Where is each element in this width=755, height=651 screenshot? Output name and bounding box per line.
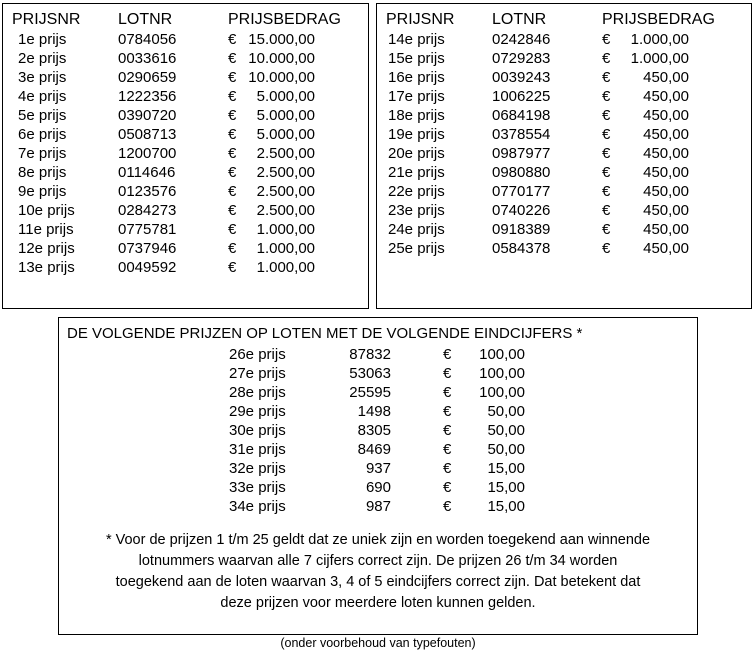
prize-number: 20e prijs	[388, 145, 445, 162]
end-digit-prizes-box	[58, 317, 698, 635]
euro-sign: €	[228, 240, 237, 257]
end-digits: 690	[365, 479, 391, 496]
prize-amount	[602, 30, 689, 49]
euro-sign: €	[443, 479, 452, 496]
prize-amount	[602, 144, 689, 163]
amount-value: 2.500,00	[256, 164, 315, 181]
header-amount: PRIJSBEDRAG	[228, 11, 341, 28]
prize-number: 11e prijs	[18, 221, 74, 238]
amount-value: 450,00	[643, 145, 689, 162]
lot-number: 0775781	[118, 221, 177, 238]
prize-amount	[443, 478, 525, 497]
prize-number: 29e prijs	[229, 403, 286, 420]
prize-number: 1e prijs	[18, 31, 67, 48]
prize-amount	[602, 220, 689, 239]
prize-amount	[228, 239, 315, 258]
euro-sign: €	[602, 50, 611, 67]
amount-value: 450,00	[643, 202, 689, 219]
prize-amount	[602, 125, 689, 144]
lot-number: 0123576	[118, 183, 177, 200]
amount-value: 5.000,00	[256, 88, 315, 105]
amount-value: 2.500,00	[256, 183, 315, 200]
lot-number: 0684198	[492, 107, 551, 124]
lot-number: 0784056	[118, 31, 177, 48]
euro-sign: €	[602, 88, 611, 105]
euro-sign: €	[228, 202, 237, 219]
prize-amount	[443, 497, 525, 516]
prize-amount	[443, 459, 525, 478]
euro-sign: €	[443, 346, 452, 363]
prize-amount	[443, 402, 525, 421]
prize-amount	[602, 201, 689, 220]
lot-number: 0049592	[118, 259, 177, 276]
prize-amount	[228, 258, 315, 277]
amount-value: 15.000,00	[248, 31, 315, 48]
euro-sign: €	[228, 145, 237, 162]
prize-amount	[443, 440, 525, 459]
header-amount: PRIJSBEDRAG	[602, 11, 715, 28]
euro-sign: €	[443, 498, 452, 515]
amount-value: 450,00	[643, 126, 689, 143]
euro-sign: €	[602, 221, 611, 238]
prize-number: 23e prijs	[388, 202, 445, 219]
euro-sign: €	[228, 31, 237, 48]
prize-amount	[443, 383, 525, 402]
prize-number: 33e prijs	[229, 479, 286, 496]
prize-table-left	[2, 3, 369, 309]
prize-amount	[228, 68, 315, 87]
amount-value: 1.000,00	[256, 259, 315, 276]
prize-amount	[602, 68, 689, 87]
lot-number: 1200700	[118, 145, 177, 162]
prize-number: 32e prijs	[229, 460, 286, 477]
amount-value: 450,00	[643, 164, 689, 181]
prize-amount	[228, 201, 315, 220]
lot-number: 0729283	[492, 50, 551, 67]
end-digits: 987	[365, 498, 391, 515]
disclaimer: (onder voorbehoud van typefouten)	[280, 636, 476, 650]
prize-number: 15e prijs	[388, 50, 445, 67]
prize-number: 17e prijs	[388, 88, 445, 105]
prize-amount	[602, 87, 689, 106]
amount-value: 1.000,00	[256, 240, 315, 257]
prize-amount	[443, 421, 525, 440]
euro-sign: €	[443, 403, 452, 420]
amount-value: 2.500,00	[256, 202, 315, 219]
prize-number: 18e prijs	[388, 107, 445, 124]
euro-sign: €	[228, 50, 237, 67]
amount-value: 50,00	[487, 441, 525, 458]
footnote-line: deze prijzen voor meerdere loten kunnen gelden.	[220, 595, 536, 611]
prize-column	[388, 30, 445, 258]
lot-number: 0987977	[492, 145, 551, 162]
euro-sign: €	[602, 107, 611, 124]
end-digits: 87832	[349, 346, 391, 363]
amount-value: 450,00	[643, 183, 689, 200]
amount-value: 450,00	[643, 240, 689, 257]
amount-value: 450,00	[643, 88, 689, 105]
amount-value: 450,00	[643, 107, 689, 124]
amount-value: 100,00	[479, 346, 525, 363]
prize-number: 12e prijs	[18, 240, 75, 257]
prize-amount	[228, 163, 315, 182]
header-lot-nr: LOTNR	[118, 11, 173, 28]
amount-value: 1.000,00	[256, 221, 315, 238]
prize-number: 31e prijs	[229, 441, 286, 458]
amount-value: 50,00	[487, 403, 525, 420]
amount-value: 450,00	[643, 69, 689, 86]
footnote-line: * Voor de prijzen 1 t/m 25 geldt dat ze uniek zijn en worden toegekend aan winnende	[105, 532, 651, 548]
prize-number: 7e prijs	[18, 145, 67, 162]
prize-amount	[602, 49, 689, 68]
amount-column	[228, 30, 315, 277]
prize-number: 22e prijs	[388, 183, 445, 200]
prize-amount	[228, 144, 315, 163]
euro-sign: €	[602, 145, 611, 162]
digits-column	[329, 345, 391, 516]
prize-number: 9e prijs	[18, 183, 67, 200]
amount-value: 1.000,00	[630, 50, 689, 67]
prize-amount	[602, 239, 689, 258]
amount-value: 5.000,00	[256, 107, 315, 124]
prize-amount	[228, 106, 315, 125]
end-digits: 25595	[349, 384, 391, 401]
euro-sign: €	[228, 183, 237, 200]
header-prize-nr: PRIJSNR	[12, 11, 81, 28]
prize-number: 4e prijs	[18, 88, 67, 105]
prize-amount	[602, 163, 689, 182]
prize-amount	[228, 182, 315, 201]
euro-sign: €	[602, 240, 611, 257]
amount-value: 450,00	[643, 221, 689, 238]
amount-value: 1.000,00	[630, 31, 689, 48]
lot-number: 0390720	[118, 107, 177, 124]
euro-sign: €	[228, 164, 237, 181]
euro-sign: €	[443, 441, 452, 458]
prize-amount	[602, 182, 689, 201]
amount-value: 15,00	[487, 460, 525, 477]
prize-number: 28e prijs	[229, 384, 286, 401]
prize-amount	[602, 106, 689, 125]
amount-value: 15,00	[487, 479, 525, 496]
header-lot-nr: LOTNR	[492, 11, 547, 28]
euro-sign: €	[443, 460, 452, 477]
euro-sign: €	[228, 107, 237, 124]
header-prize-nr: PRIJSNR	[386, 11, 455, 28]
prize-number: 24e prijs	[388, 221, 445, 238]
amount-value: 10.000,00	[248, 69, 315, 86]
prize-number: 3e prijs	[18, 69, 67, 86]
euro-sign: €	[602, 69, 611, 86]
amount-value: 15,00	[487, 498, 525, 515]
footnote-line: lotnummers waarvan alle 7 cijfers correct zijn. De prijzen 26 t/m 34 worden	[138, 553, 618, 569]
lot-number: 0114646	[118, 164, 176, 181]
prize-number: 5e prijs	[18, 107, 67, 124]
prize-number: 2e prijs	[18, 50, 67, 67]
lot-number: 0033616	[118, 50, 177, 67]
lot-number: 0284273	[118, 202, 177, 219]
prize-column	[229, 345, 286, 516]
end-digits: 8469	[357, 441, 391, 458]
lot-number: 1222356	[118, 88, 177, 105]
prize-number: 8e prijs	[18, 164, 67, 181]
euro-sign: €	[228, 88, 237, 105]
euro-sign: €	[602, 183, 611, 200]
euro-sign: €	[443, 384, 452, 401]
end-digits: 937	[365, 460, 391, 477]
euro-sign: €	[602, 202, 611, 219]
lot-number: 0584378	[492, 240, 551, 257]
euro-sign: €	[228, 221, 237, 238]
lot-column	[118, 30, 176, 277]
euro-sign: €	[602, 164, 611, 181]
amount-value: 10.000,00	[248, 50, 315, 67]
prize-amount	[228, 125, 315, 144]
euro-sign: €	[443, 365, 452, 382]
prize-number: 26e prijs	[229, 346, 286, 363]
footnote-line: toegekend aan de loten waarvan 3, 4 of 5 eindcijfers correct zijn. Dat betekent dat	[115, 574, 641, 590]
prize-table-right	[376, 3, 752, 309]
euro-sign: €	[228, 259, 237, 276]
amount-column	[443, 345, 525, 516]
amount-column	[602, 30, 689, 258]
prize-amount	[443, 364, 525, 383]
prize-amount	[443, 345, 525, 364]
prize-number: 27e prijs	[229, 365, 286, 382]
lot-number: 0740226	[492, 202, 551, 219]
prize-amount	[228, 220, 315, 239]
euro-sign: €	[228, 69, 237, 86]
lot-number: 1006225	[492, 88, 551, 105]
lot-number: 0918389	[492, 221, 551, 238]
prize-number: 13e prijs	[18, 259, 75, 276]
euro-sign: €	[602, 126, 611, 143]
lot-number: 0290659	[118, 69, 177, 86]
lot-number: 0378554	[492, 126, 551, 143]
prize-number: 34e prijs	[229, 498, 286, 515]
footnote	[59, 530, 697, 614]
lot-number: 0039243	[492, 69, 551, 86]
amount-value: 50,00	[487, 422, 525, 439]
prize-number: 25e prijs	[388, 240, 445, 257]
end-digits: 53063	[349, 365, 391, 382]
prize-number: 30e prijs	[229, 422, 286, 439]
prize-amount	[228, 30, 315, 49]
prize-number: 10e prijs	[18, 202, 75, 219]
prize-amount	[228, 49, 315, 68]
prize-number: 16e prijs	[388, 69, 445, 86]
lot-number: 0737946	[118, 240, 177, 257]
lot-number: 0980880	[492, 164, 551, 181]
prize-number: 6e prijs	[18, 126, 67, 143]
euro-sign: €	[443, 422, 452, 439]
lot-number: 0242846	[492, 31, 551, 48]
end-digit-heading: DE VOLGENDE PRIJZEN OP LOTEN MET DE VOLGENDE EINDCIJFERS *	[67, 325, 583, 342]
end-digits: 1498	[357, 403, 391, 420]
amount-value: 100,00	[479, 384, 525, 401]
end-digits: 8305	[357, 422, 391, 439]
amount-value: 5.000,00	[256, 126, 315, 143]
lot-number: 0508713	[118, 126, 177, 143]
amount-value: 2.500,00	[256, 145, 315, 162]
lot-column	[492, 30, 550, 258]
prize-number: 19e prijs	[388, 126, 445, 143]
prize-column	[18, 30, 75, 277]
amount-value: 100,00	[479, 365, 525, 382]
prize-amount	[228, 87, 315, 106]
lot-number: 0770177	[492, 183, 551, 200]
prize-number: 14e prijs	[388, 31, 445, 48]
euro-sign: €	[228, 126, 237, 143]
euro-sign: €	[602, 31, 611, 48]
prize-number: 21e prijs	[388, 164, 445, 181]
